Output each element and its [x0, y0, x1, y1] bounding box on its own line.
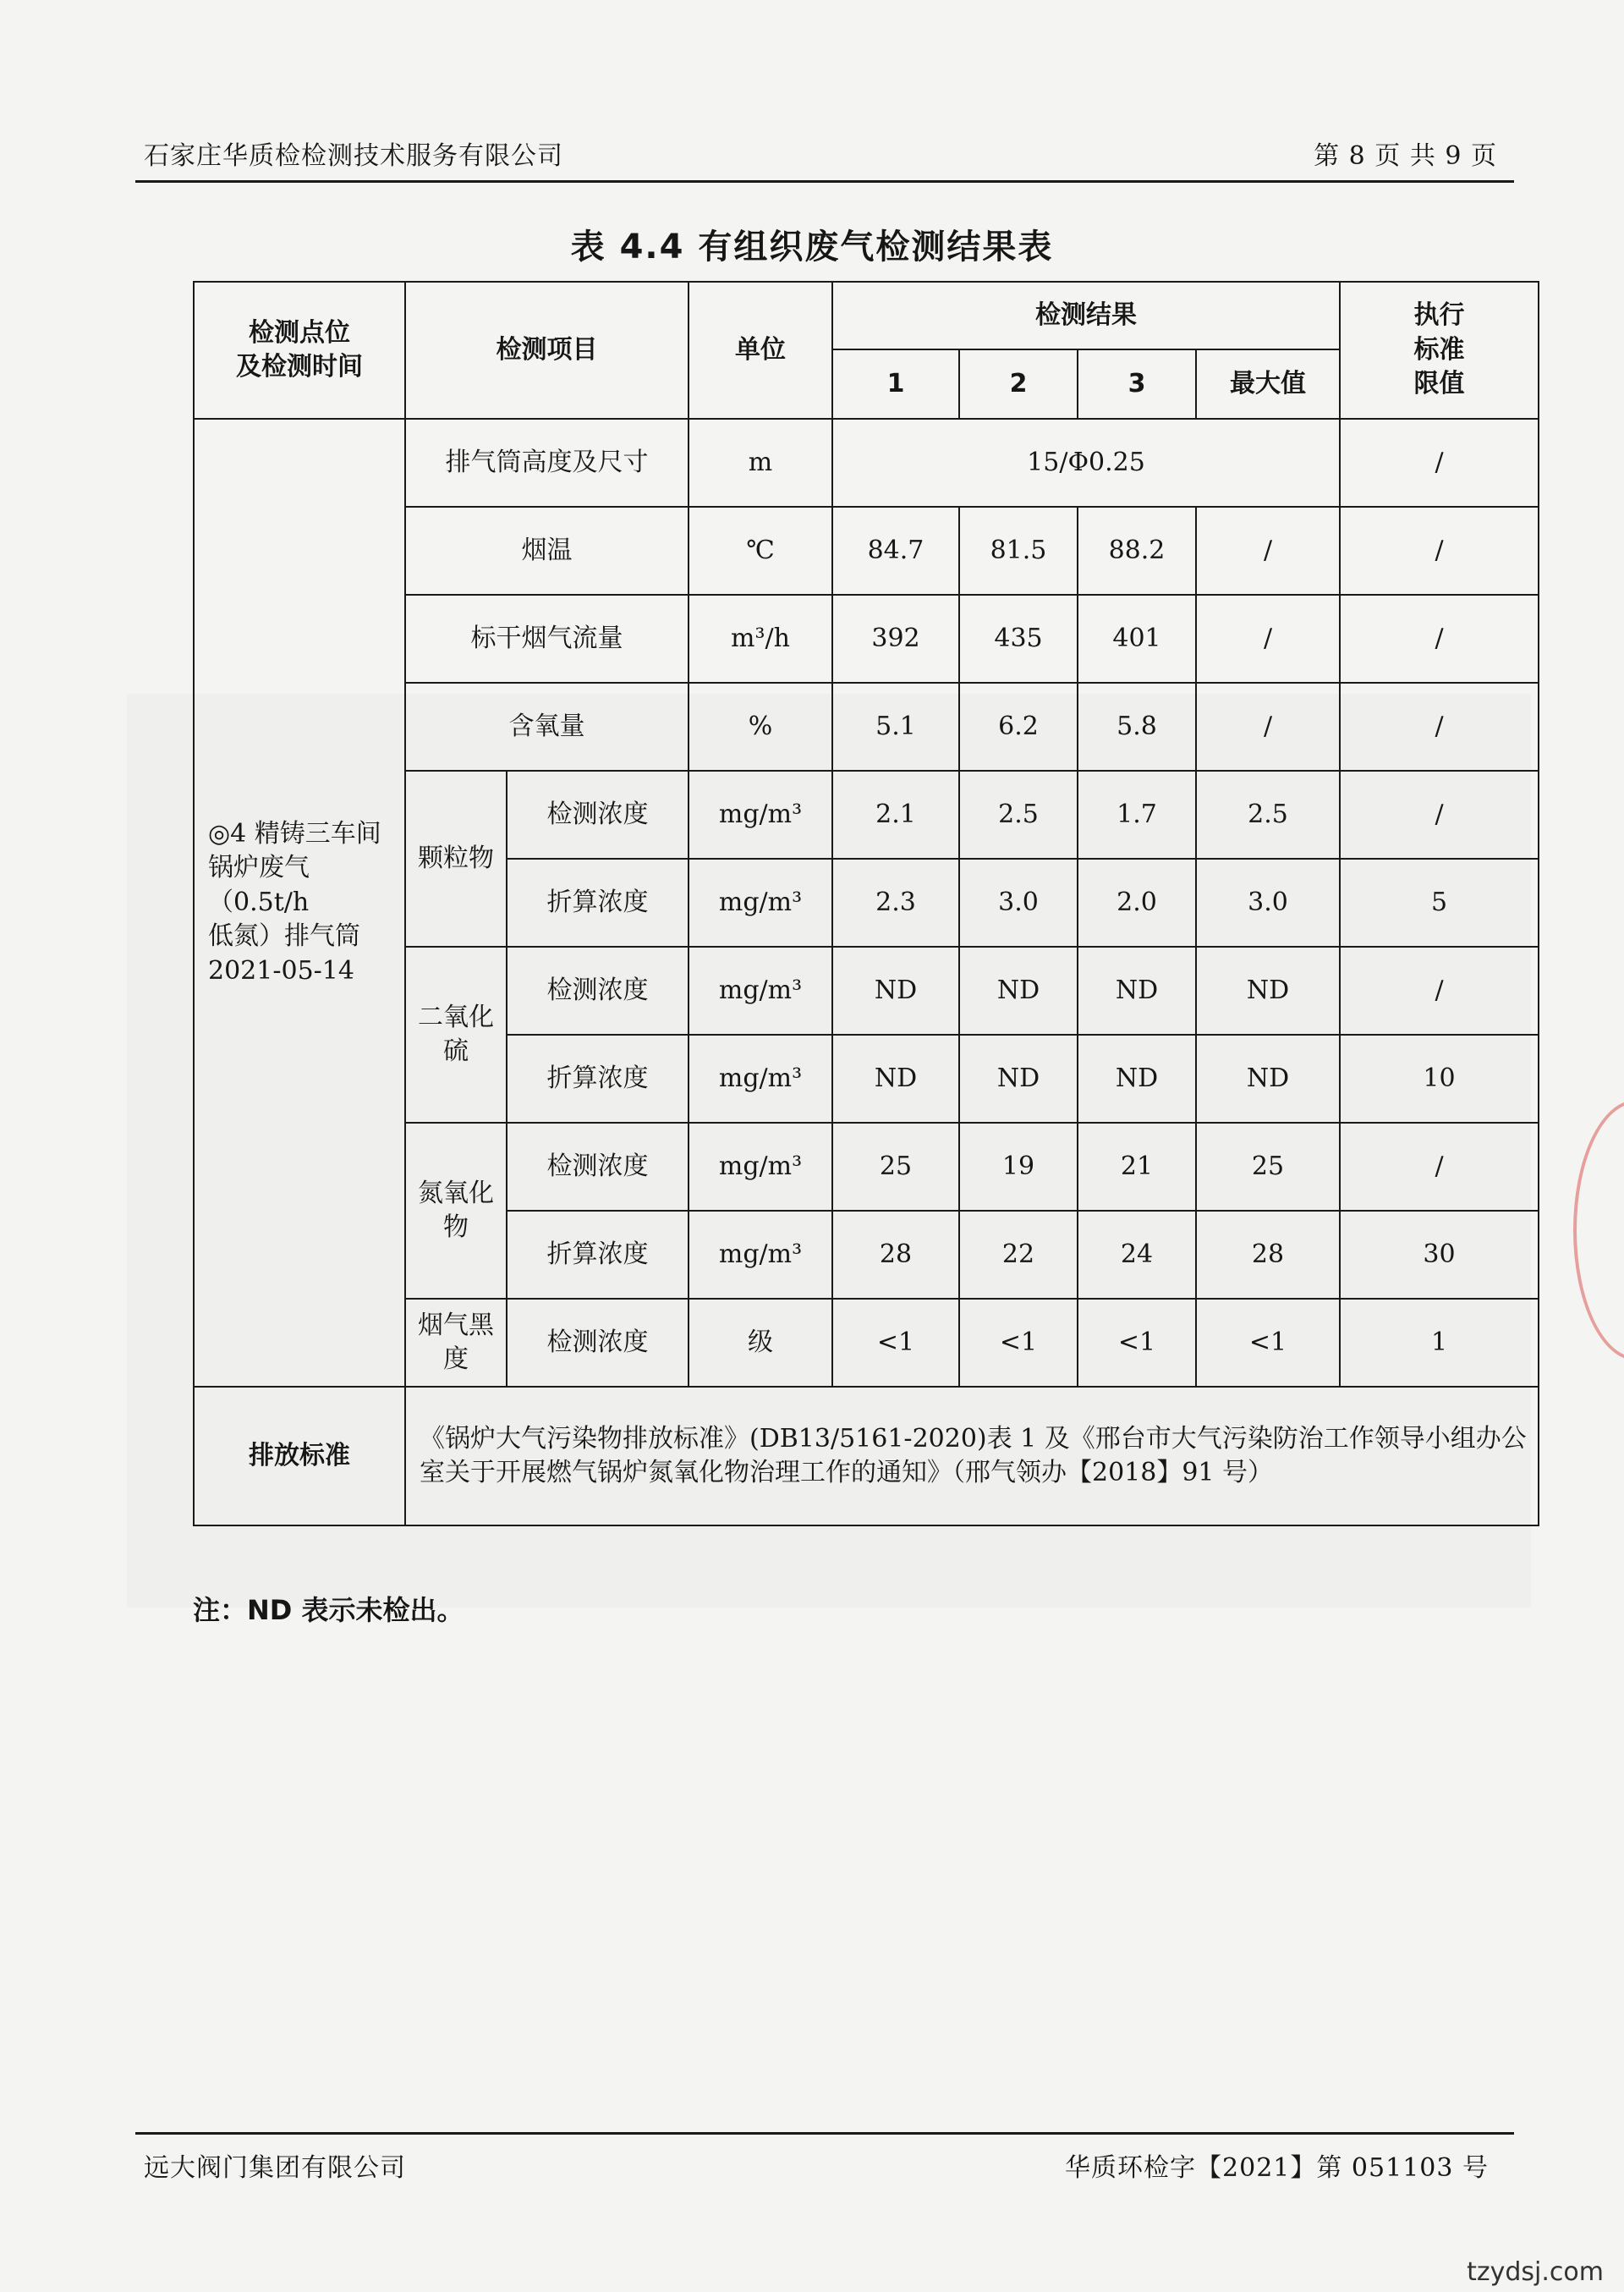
limit-value: 1: [1340, 1299, 1539, 1387]
value-1: 28: [832, 1211, 959, 1299]
value-max: /: [1196, 595, 1340, 683]
value-3: 401: [1078, 595, 1196, 683]
value-3: ND: [1078, 1035, 1196, 1123]
value-max: 25: [1196, 1123, 1340, 1211]
col-header-unit: 单位: [689, 282, 832, 419]
value-max: ND: [1196, 1035, 1340, 1123]
page-header: [135, 131, 1514, 183]
value-3: 5.8: [1078, 683, 1196, 771]
limit-value: /: [1340, 947, 1539, 1035]
value-2: 3.0: [959, 859, 1078, 947]
page-number: 第 8 页 共 9 页: [1314, 141, 1497, 171]
value-max: 28: [1196, 1211, 1340, 1299]
limit-value: /: [1340, 419, 1539, 507]
item-label: 排气筒高度及尺寸: [405, 419, 689, 507]
value-1: ND: [832, 1035, 959, 1123]
col-header-results: 检测结果: [832, 282, 1340, 349]
unit-cell: mg/m³: [689, 947, 832, 1035]
value-3: <1: [1078, 1299, 1196, 1387]
value-1: 2.1: [832, 771, 959, 859]
value-max: <1: [1196, 1299, 1340, 1387]
page-footer: [135, 2132, 1514, 2185]
item-label: 折算浓度: [507, 859, 689, 947]
value-max: 3.0: [1196, 859, 1340, 947]
pollutant-group: 二氧化硫: [405, 947, 507, 1123]
company-name: 石家庄华质检检测技术服务有限公司: [144, 141, 563, 171]
unit-cell: 级: [689, 1299, 832, 1387]
standard-row: [194, 1387, 1539, 1525]
value-1: ND: [832, 947, 959, 1035]
unit-cell: mg/m³: [689, 1211, 832, 1299]
sub-header-1: 1: [832, 349, 959, 419]
limit-value: 30: [1340, 1211, 1539, 1299]
unit-cell: ℃: [689, 507, 832, 595]
value-max: ND: [1196, 947, 1340, 1035]
pollutant-group: 颗粒物: [405, 771, 507, 947]
sub-header-2: 2: [959, 349, 1078, 419]
limit-value: /: [1340, 507, 1539, 595]
value-2: 435: [959, 595, 1078, 683]
limit-value: /: [1340, 683, 1539, 771]
limit-value: 5: [1340, 859, 1539, 947]
value-1: 84.7: [832, 507, 959, 595]
col-header-point: 检测点位 及检测时间: [194, 282, 405, 419]
item-label: 检测浓度: [507, 771, 689, 859]
watermark-text: tzydsj.com: [1467, 2257, 1604, 2287]
sampling-point: ◎4 精铸三车间 锅炉废气（0.5t/h 低氮）排气筒 2021-05-14: [194, 419, 405, 1387]
value-2: 19: [959, 1123, 1078, 1211]
col-header-limit: 执行 标准 限值: [1340, 282, 1539, 419]
pollutant-group: 氮氧化物: [405, 1123, 507, 1299]
unit-cell: mg/m³: [689, 1123, 832, 1211]
item-label: 含氧量: [405, 683, 689, 771]
item-label: 检测浓度: [507, 1299, 689, 1387]
value-1: 392: [832, 595, 959, 683]
value-2: ND: [959, 1035, 1078, 1123]
pollutant-group: 烟气黑度: [405, 1299, 507, 1387]
results-table: [193, 281, 1539, 1526]
item-label: 折算浓度: [507, 1211, 689, 1299]
unit-cell: mg/m³: [689, 1035, 832, 1123]
value-2: 22: [959, 1211, 1078, 1299]
value-1: 5.1: [832, 683, 959, 771]
item-label: 检测浓度: [507, 1123, 689, 1211]
value-2: 81.5: [959, 507, 1078, 595]
item-label: 烟温: [405, 507, 689, 595]
value-2: 6.2: [959, 683, 1078, 771]
table-body: [194, 419, 1539, 1525]
value-3: 88.2: [1078, 507, 1196, 595]
table-title: 表 4.4 有组织废气检测结果表: [570, 228, 1054, 267]
red-seal-stamp: [1573, 1100, 1624, 1360]
col-header-item: 检测项目: [405, 282, 689, 419]
value-3: 21: [1078, 1123, 1196, 1211]
limit-value: 10: [1340, 1035, 1539, 1123]
limit-value: /: [1340, 595, 1539, 683]
unit-cell: m³/h: [689, 595, 832, 683]
item-label: 折算浓度: [507, 1035, 689, 1123]
client-name: 远大阀门集团有限公司: [144, 2153, 406, 2183]
standard-text: 《锅炉大气污染物排放标准》(DB13/5161-2020)表 1 及《邢台市大气污染防治工作领导小组办公室关于开展燃气锅炉氮氧化物治理工作的通知》（邢气领办【2018】91 号）: [405, 1387, 1539, 1525]
limit-value: /: [1340, 771, 1539, 859]
value-2: <1: [959, 1299, 1078, 1387]
unit-cell: mg/m³: [689, 771, 832, 859]
value-max: /: [1196, 507, 1340, 595]
unit-cell: %: [689, 683, 832, 771]
merged-value: 15/Φ0.25: [832, 419, 1340, 507]
value-2: 2.5: [959, 771, 1078, 859]
standard-label: 排放标准: [194, 1387, 405, 1525]
limit-value: /: [1340, 1123, 1539, 1211]
value-max: /: [1196, 683, 1340, 771]
value-1: 25: [832, 1123, 959, 1211]
sub-header-3: 3: [1078, 349, 1196, 419]
item-label: 检测浓度: [507, 947, 689, 1035]
value-3: 24: [1078, 1211, 1196, 1299]
sub-header-max: 最大值: [1196, 349, 1340, 419]
value-2: ND: [959, 947, 1078, 1035]
value-3: 2.0: [1078, 859, 1196, 947]
value-max: 2.5: [1196, 771, 1340, 859]
unit-cell: mg/m³: [689, 859, 832, 947]
value-3: ND: [1078, 947, 1196, 1035]
value-1: 2.3: [832, 859, 959, 947]
value-1: <1: [832, 1299, 959, 1387]
table-row: [194, 419, 1539, 507]
report-number: 华质环检字【2021】第 051103 号: [1065, 2153, 1489, 2183]
footnote: 注：ND 表示未检出。: [193, 1594, 464, 1626]
value-3: 1.7: [1078, 771, 1196, 859]
item-label: 标干烟气流量: [405, 595, 689, 683]
unit-cell: m: [689, 419, 832, 507]
